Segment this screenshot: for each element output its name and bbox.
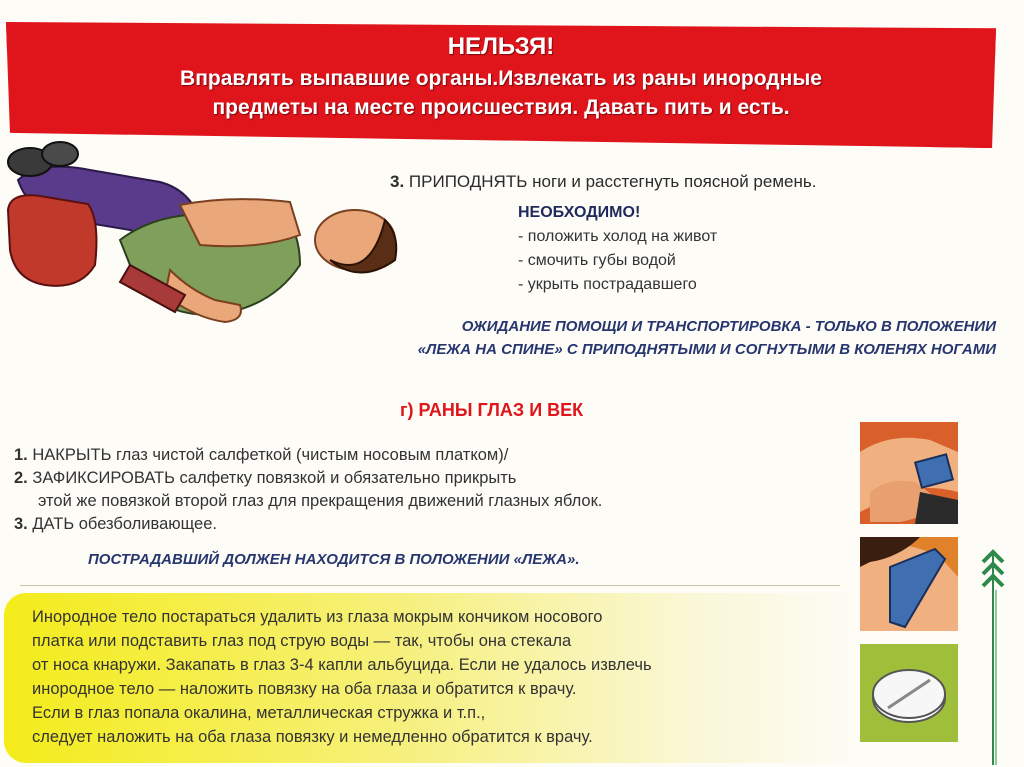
warning-title: НЕЛЬЗЯ!	[447, 33, 555, 60]
must-item: - укрыть пострадавшего	[518, 276, 697, 293]
info-line: Если в глаз попала окалина, металлическая стружка и т.п.,	[32, 704, 486, 722]
eye-step-number: 2.	[14, 469, 28, 487]
pill-icon	[860, 644, 958, 742]
section-divider	[20, 585, 840, 586]
info-line: Инородное тело постараться удалить из глаза мокрым кончиком носового	[32, 608, 603, 626]
eye-step-2-continued	[38, 492, 602, 511]
eye-step-2	[14, 469, 516, 488]
eye-step-text: этой же повязкой второй глаз для прекращения движений глазных яблок.	[38, 492, 603, 510]
eye-step-3	[14, 515, 217, 534]
eye-step-number: 1.	[14, 446, 28, 464]
double-chevron-up-icon	[978, 540, 1008, 765]
transport-note-line-2: «ЛЕЖА НА СПИНЕ» С ПРИПОДНЯТЫМИ И СОГНУТЫМИ В КОЛЕНЯХ НОГАМИ	[417, 341, 996, 358]
eye-step-verb: НАКРЫТЬ	[32, 446, 112, 464]
eye-step-text: салфетку повязкой и обязательно прикрыть	[174, 469, 517, 487]
must-item: - положить холод на живот	[518, 228, 718, 245]
abdomen-step-verb: ПРИПОДНЯТЬ	[408, 172, 528, 191]
eye-covering-illustration	[860, 422, 958, 524]
eye-step-verb: ДАТЬ	[32, 515, 75, 533]
abdomen-step-number: 3.	[390, 172, 405, 191]
info-line: следует наложить на оба глаза повязку и немедленно обратится к врачу.	[32, 728, 593, 746]
info-line: инородное тело — наложить повязку на оба глаза и обратится к врачу.	[32, 680, 577, 698]
warning-banner-text	[6, 30, 996, 122]
info-line: платка или подставить глаз под струю воды — так, чтобы она стекала	[32, 632, 572, 650]
abdomen-step-3	[390, 172, 816, 192]
must-title: НЕОБХОДИМО!	[518, 204, 641, 221]
eye-step-1	[14, 446, 508, 465]
transport-note-line-1: ОЖИДАНИЕ ПОМОЩИ И ТРАНСПОРТИРОВКА - ТОЛЬКО В ПОЛОЖЕНИИ	[461, 318, 996, 335]
position-note: ПОСТРАДАВШИЙ ДОЛЖЕН НАХОДИТСЯ В ПОЛОЖЕНИИ «ЛЕЖА».	[88, 551, 580, 568]
warning-line-1: Вправлять выпавшие органы.Извлекать из раны инородные	[180, 67, 822, 90]
must-item: - смочить губы водой	[518, 252, 676, 269]
eye-step-number: 3.	[14, 515, 28, 533]
eye-section-title: г) РАНЫ ГЛАЗ И ВЕК	[400, 400, 584, 420]
abdomen-step-text: ноги и расстегнуть поясной ремень.	[527, 172, 817, 191]
eye-step-text: глаз чистой салфеткой (чистым носовым платком)/	[111, 446, 509, 464]
eye-bandage-illustration	[860, 537, 958, 631]
warning-line-2: предметы на месте происшествия. Давать пить и есть.	[212, 96, 790, 119]
eye-step-verb: ЗАФИКСИРОВАТЬ	[32, 469, 175, 487]
info-line: от носа кнаружи. Закапать в глаз 3-4 капли альбуцида. Если не удалось извлечь	[32, 656, 652, 674]
eye-step-text: обезболивающее.	[74, 515, 217, 533]
person-lying-illustration	[0, 140, 400, 330]
